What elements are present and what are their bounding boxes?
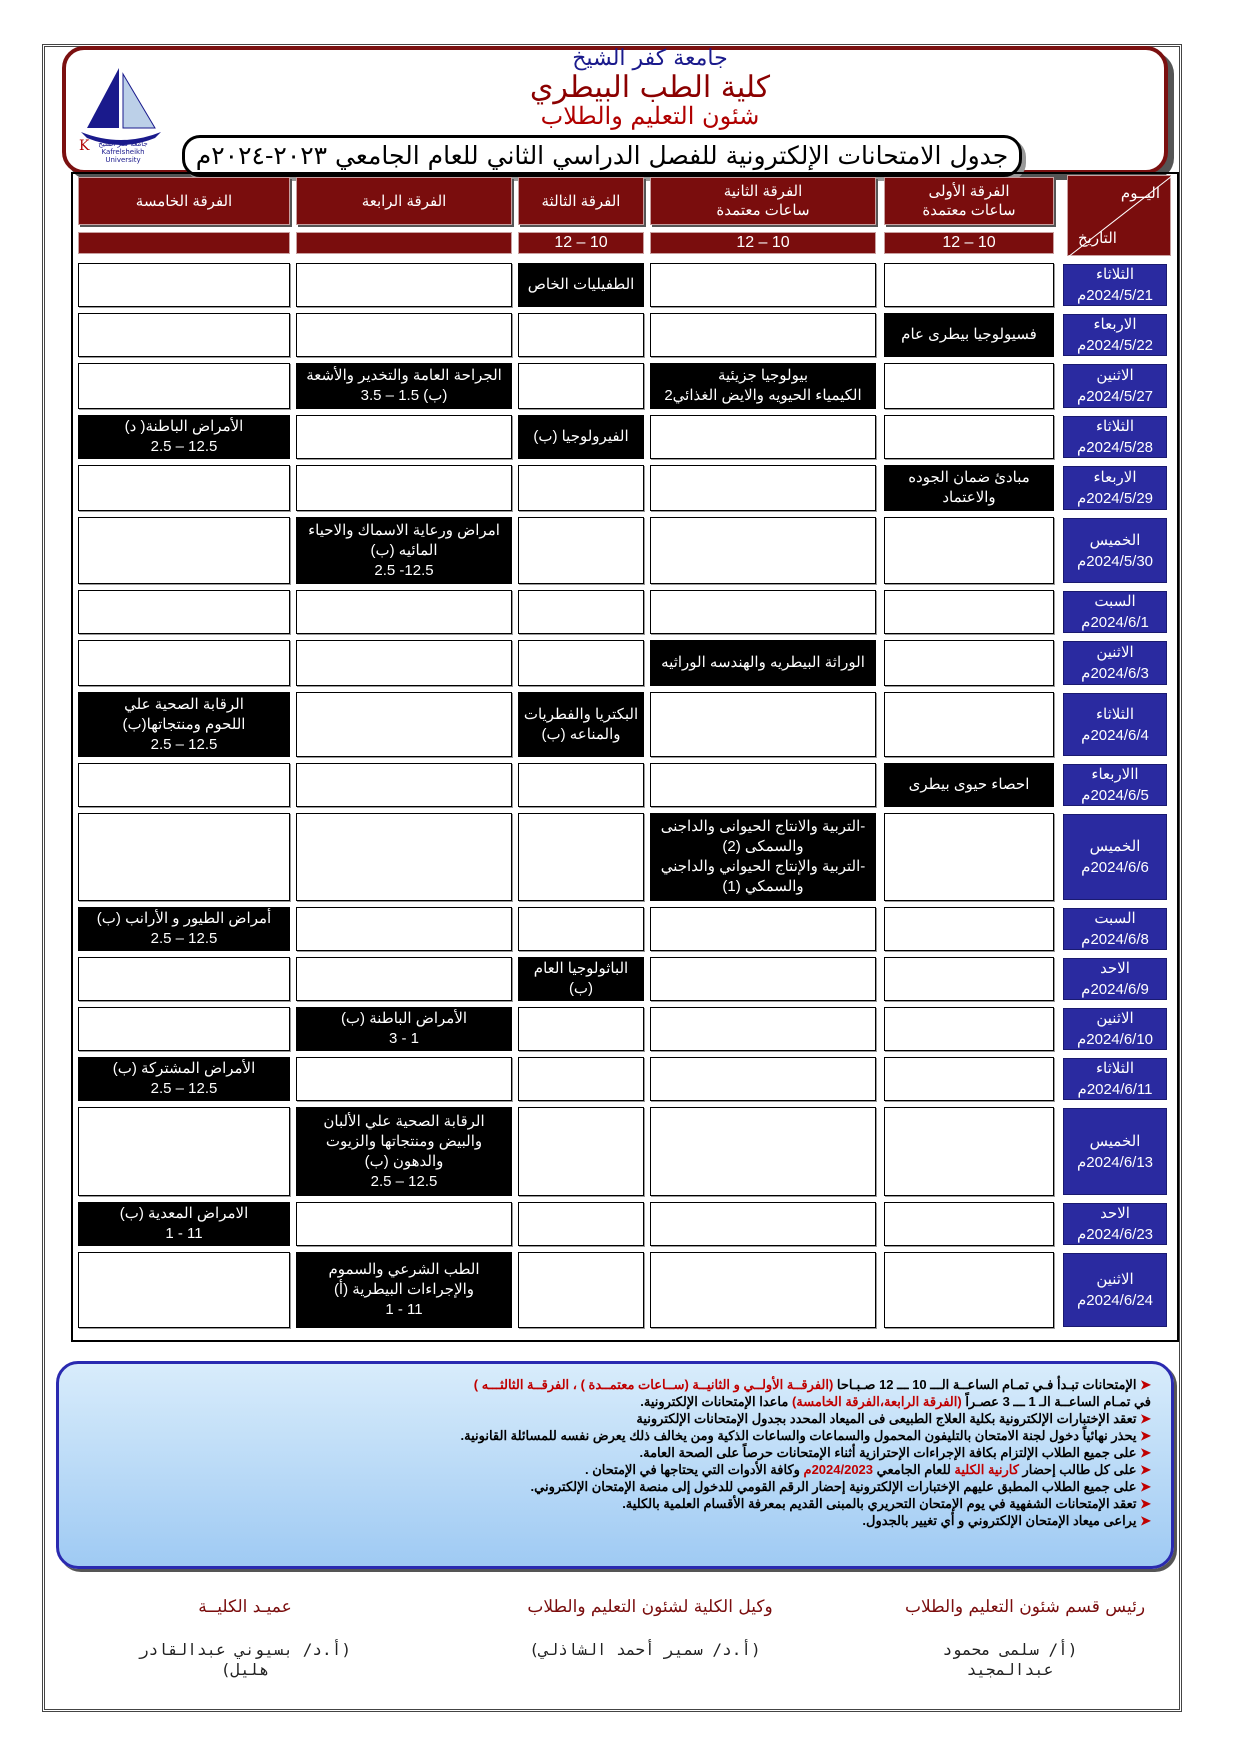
corner-date-label: التاريخ: [1078, 229, 1117, 247]
empty-cell: [78, 465, 290, 511]
empty-cell: [296, 813, 512, 901]
empty-cell: [518, 313, 644, 357]
row-date-cell: الاثنين 2024/6/3م: [1062, 640, 1168, 686]
note-line: [81, 1444, 1151, 1461]
empty-cell: [78, 590, 290, 634]
empty-cell: [650, 763, 876, 807]
faculty-name: كلية الطب البيطري: [529, 70, 771, 105]
exam-cell: الطفيليات الخاص: [518, 263, 644, 307]
svg-text:K: K: [79, 138, 90, 154]
empty-cell: [518, 1057, 644, 1101]
exam-cell: الجراحة العامة والتخدير والأشعة (ب) 1.5 – 3.5: [296, 363, 512, 409]
column-time-class-5: [78, 232, 290, 254]
note-line: [81, 1461, 1151, 1478]
row-date-cell: الخميس 2024/5/30م: [1062, 517, 1168, 584]
empty-cell: [650, 907, 876, 951]
empty-cell: [518, 363, 644, 409]
empty-cell: [650, 465, 876, 511]
empty-cell: [296, 313, 512, 357]
note-line: [81, 1376, 1151, 1393]
table-corner: [1067, 175, 1171, 256]
empty-cell: [884, 590, 1054, 634]
empty-cell: [78, 763, 290, 807]
empty-cell: [296, 692, 512, 757]
empty-cell: [518, 517, 644, 584]
column-time-class-1: 10 – 12: [884, 232, 1054, 254]
exam-cell: الفيرولوجيا (ب): [518, 415, 644, 459]
empty-cell: [518, 813, 644, 901]
empty-cell: [518, 763, 644, 807]
note-text-red2: 2024/2023م: [803, 1462, 874, 1477]
empty-cell: [296, 263, 512, 307]
column-header-class-1: الفرقة الأولى ساعات معتمدة: [884, 177, 1054, 225]
corner-day-label: اليــوم: [1120, 184, 1160, 202]
empty-cell: [78, 640, 290, 686]
empty-cell: [884, 957, 1054, 1001]
empty-cell: [296, 1202, 512, 1246]
column-time-class-3: 10 – 12: [518, 232, 644, 254]
empty-cell: [884, 1007, 1054, 1051]
empty-cell: [884, 692, 1054, 757]
signature-name-vice-dean: (أ.د/ سمير أحمد الشاذلي): [529, 1640, 761, 1659]
note-line: [81, 1512, 1151, 1529]
arrow-bullet-icon: ➤: [1136, 1462, 1151, 1477]
note-line: [81, 1478, 1151, 1495]
empty-cell: [884, 1202, 1054, 1246]
exam-cell: الباثولوجيا العام (ب): [518, 957, 644, 1001]
exam-cell: فسيولوجيا بيطرى عام: [884, 313, 1054, 357]
row-date-cell: الثلاثاء 2024/6/4م: [1062, 692, 1168, 757]
empty-cell: [78, 957, 290, 1001]
exam-cell: الأمراض الباطنة (ب) 1 - 3: [296, 1007, 512, 1051]
row-date-cell: الثلاثاء 2024/5/28م: [1062, 415, 1168, 459]
signature-name-dean: (أ.د/ بسيوني عبدالقادر هليل): [139, 1640, 351, 1679]
exam-cell: مبادئ ضمان الجوده والاعتماد: [884, 465, 1054, 511]
empty-cell: [650, 957, 876, 1001]
signature-title-dean: عميـد الكليــة: [198, 1597, 292, 1617]
column-header-class-5: الفرقة الخامسة: [78, 177, 290, 225]
exam-cell: بيولوجيا جزيئية الكيمياء الحيويه والايض الغذائي2: [650, 363, 876, 409]
empty-cell: [518, 1202, 644, 1246]
row-date-cell: الاربعاء 2024/5/22م: [1062, 313, 1168, 357]
note-text-tail: ماعدا الإمتحانات الإلكترونية.: [640, 1394, 792, 1409]
note-text-black: تعقد الإمتحانات الشفهية في يوم الإمتحان التحريري بالمبنى القديم بمعرفة الأقسام العلمية بالكلية.: [622, 1496, 1137, 1511]
empty-cell: [884, 1107, 1054, 1196]
schedule-title: جدول الامتحانات الإلكترونية للفصل الدراسي الثاني للعام الجامعي ٢٠٢٣-٢٠٢٤م: [182, 135, 1022, 177]
note-text-black: يحذر نهائياً دخول لجنة الامتحان بالتليفون المحمول والسماعات والساعات الذكية ومن يخالف ذلك يعرض نفسه للمسائلة القانونية.: [460, 1428, 1137, 1443]
empty-cell: [650, 1202, 876, 1246]
row-date-cell: الاثنين 2024/6/24م: [1062, 1252, 1168, 1328]
arrow-bullet-icon: ➤: [1136, 1428, 1151, 1443]
empty-cell: [650, 1007, 876, 1051]
signature-title-vice-dean: وكيل الكلية لشئون التعليم والطلاب: [527, 1597, 773, 1617]
empty-cell: [650, 1252, 876, 1328]
note-text-black: يراعى ميعاد الإمتحان الإلكتروني و أي تغيير بالجدول.: [862, 1513, 1137, 1528]
empty-cell: [650, 1057, 876, 1101]
empty-cell: [884, 907, 1054, 951]
empty-cell: [78, 517, 290, 584]
note-line: [81, 1393, 1151, 1410]
empty-cell: [78, 813, 290, 901]
empty-cell: [78, 1007, 290, 1051]
empty-cell: [518, 1107, 644, 1196]
empty-cell: [518, 640, 644, 686]
row-date-cell: الاربعاء 2024/5/29م: [1062, 465, 1168, 511]
empty-cell: [884, 813, 1054, 901]
column-time-class-4: [296, 232, 512, 254]
empty-cell: [296, 465, 512, 511]
note-text-red: (الفرقة الرابعة،الفرقة الخامسة): [791, 1394, 962, 1409]
column-header-class-3: الفرقة الثالثة: [518, 177, 644, 225]
arrow-bullet-icon: ➤: [1136, 1496, 1151, 1511]
column-time-class-2: 10 – 12: [650, 232, 876, 254]
row-date-cell: الخميس 2024/6/13م: [1062, 1107, 1168, 1196]
exam-cell: الأمراض المشتركة (ب) 12.5 – 2.5: [78, 1057, 290, 1101]
empty-cell: [884, 263, 1054, 307]
empty-cell: [296, 415, 512, 459]
exam-cell: الأمراض الباطنة( د) 12.5 – 2.5: [78, 415, 290, 459]
row-date-cell: الاحد 2024/6/9م: [1062, 957, 1168, 1001]
empty-cell: [650, 590, 876, 634]
department-name: شئون التعليم والطلاب: [540, 102, 760, 130]
exam-cell: احصاء حيوى بيطرى: [884, 763, 1054, 807]
empty-cell: [650, 517, 876, 584]
column-header-class-2: الفرقة الثانية ساعات معتمدة: [650, 177, 876, 225]
arrow-bullet-icon: ➤: [1136, 1411, 1151, 1426]
exam-cell: أمراض الطيور و الأرانب (ب) 12.5 – 2.5: [78, 907, 290, 951]
note-text-tail2: وكافة الأدوات التي يحتاجها في الإمتحان .: [584, 1462, 804, 1477]
note-line: [81, 1410, 1151, 1427]
empty-cell: [78, 313, 290, 357]
exam-cell: البكتريا والفطريات والمناعه (ب): [518, 692, 644, 757]
empty-cell: [78, 1252, 290, 1328]
empty-cell: [884, 517, 1054, 584]
arrow-bullet-icon: ➤: [1136, 1513, 1151, 1528]
row-date-cell: الخميس 2024/6/6م: [1062, 813, 1168, 901]
empty-cell: [296, 907, 512, 951]
row-date-cell: الاثنين 2024/5/27م: [1062, 363, 1168, 409]
empty-cell: [296, 957, 512, 1001]
note-text-black: على جميع الطلاب المطبق عليهم الإختبارات الإلكترونية إحضار الرقم القومي للدخول إلى منصة الإمتحان الإلكتروني.: [530, 1479, 1137, 1494]
logo-caption: [88, 140, 158, 164]
note-text-black: على كل طالب إحضار: [1018, 1462, 1137, 1477]
empty-cell: [650, 415, 876, 459]
note-text-black: تعقد الإختبارات الإلكترونية بكلية العلاج الطبيعى فى الميعاد المحدد بجدول الإمتحانات الإلكترونية: [636, 1411, 1137, 1426]
empty-cell: [650, 313, 876, 357]
note-text-red: (الفرقــة الأولــي و الثانيــة (ســاعات معتمــدة ) ، الفرقــة الثالثـــه ): [473, 1377, 834, 1392]
row-date-cell: الثلاثاء 2024/6/11م: [1062, 1057, 1168, 1101]
empty-cell: [296, 590, 512, 634]
arrow-bullet-icon: ➤: [1136, 1479, 1151, 1494]
exam-cell: الطب الشرعي والسموم والإجراءات البيطرية (أ) 11 - 1: [296, 1252, 512, 1328]
empty-cell: [650, 692, 876, 757]
empty-cell: [78, 263, 290, 307]
signature-name-head: (أ/ سلمى محمود عبدالمجيد: [942, 1640, 1078, 1679]
empty-cell: [518, 590, 644, 634]
row-date-cell: السبت 2024/6/8م: [1062, 907, 1168, 951]
empty-cell: [884, 415, 1054, 459]
row-date-cell: االاربعاء 2024/6/5م: [1062, 763, 1168, 807]
row-date-cell: السبت 2024/6/1م: [1062, 590, 1168, 634]
note-text-red: كارنية الكلية: [954, 1462, 1019, 1477]
row-date-cell: الاحد 2024/6/23م: [1062, 1202, 1168, 1246]
empty-cell: [296, 640, 512, 686]
empty-cell: [650, 1107, 876, 1196]
empty-cell: [518, 1252, 644, 1328]
university-name: جامعة كفر الشيخ: [572, 46, 728, 71]
empty-cell: [78, 363, 290, 409]
empty-cell: [296, 1057, 512, 1101]
empty-cell: [884, 640, 1054, 686]
note-text-black: على جميع الطلاب الإلتزام بكافة الإجراءات الإحترازية أثناء الإمتحانات حرصاً على الصحة العامة.: [639, 1445, 1137, 1460]
empty-cell: [78, 1107, 290, 1196]
empty-cell: [296, 763, 512, 807]
signature-title-head: رئيس قسم شئون التعليم والطلاب: [904, 1597, 1146, 1617]
empty-cell: [884, 1252, 1054, 1328]
notes-box: [56, 1361, 1174, 1569]
logo-caption-ar: جامعة كفر الشيخ: [98, 140, 148, 148]
note-text-black: الإمتحانات تبـدأ فـي تمـام الساعــة الـــ 10 ـــ 12 صـبـاحا: [833, 1377, 1137, 1392]
row-date-cell: الثلاثاء 2024/5/21م: [1062, 263, 1168, 307]
notes-list: [81, 1376, 1151, 1529]
exam-cell: الامراض المعدية (ب) 11 - 1: [78, 1202, 290, 1246]
empty-cell: [518, 465, 644, 511]
empty-cell: [650, 263, 876, 307]
exam-cell: امراض ورعاية الاسماك والاحياء المائيه (ب) 12.5- 2.5: [296, 517, 512, 584]
note-text-tail: للعام الجامعي: [873, 1462, 955, 1477]
empty-cell: [518, 1007, 644, 1051]
note-text-black: في تمـام الساعــة الـ 1 ـــ 3 عصـراً: [961, 1394, 1151, 1409]
exam-cell: الرقابة الصحية علي اللحوم ومنتجاتها(ب) 12.5 – 2.5: [78, 692, 290, 757]
note-line: [81, 1495, 1151, 1512]
empty-cell: [884, 1057, 1054, 1101]
empty-cell: [518, 907, 644, 951]
exam-cell: -التربية والانتاج الحيوانى والداجنى والسمكى (2) -التربية والإنتاج الحيواني والداجني والسمكي (1): [650, 813, 876, 901]
column-header-class-4: الفرقة الرابعة: [296, 177, 512, 225]
logo-caption-en: Kafrelsheikh University: [101, 148, 145, 164]
arrow-bullet-icon: ➤: [1136, 1445, 1151, 1460]
empty-cell: [884, 363, 1054, 409]
arrow-bullet-icon: ➤: [1136, 1377, 1151, 1392]
row-date-cell: الاثنين 2024/6/10م: [1062, 1007, 1168, 1051]
exam-cell: الرقابة الصحية علي الألبان والبيض ومنتجاتها والزيوت والدهون (ب) 12.5 – 2.5: [296, 1107, 512, 1196]
exam-cell: الوراثة البيطريه والهندسه الوراثيه: [650, 640, 876, 686]
note-line: [81, 1427, 1151, 1444]
